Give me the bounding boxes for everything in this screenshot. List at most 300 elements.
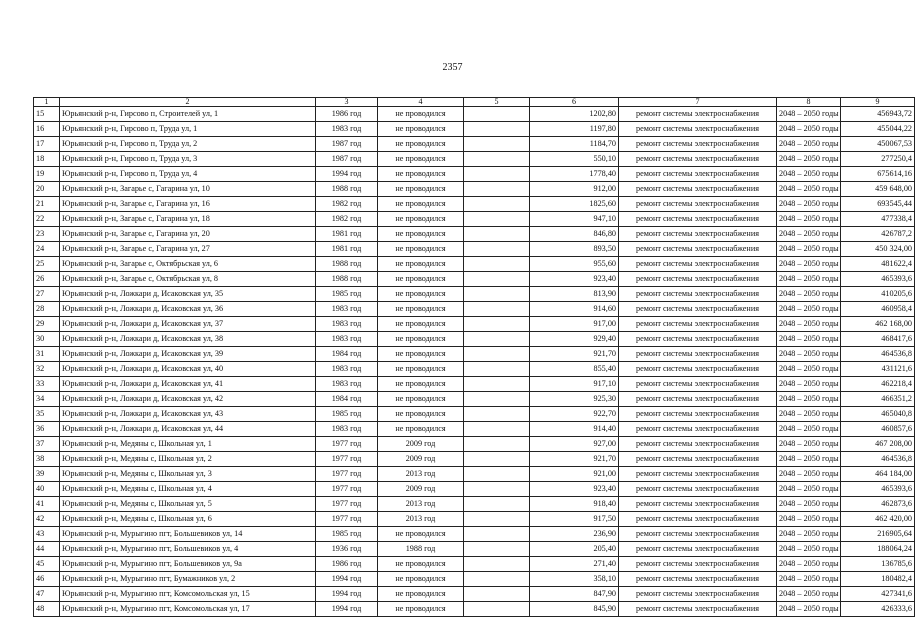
table-cell: 1977 год (316, 497, 378, 512)
table-cell: 2048 – 2050 годы (777, 332, 841, 347)
table-cell: ремонт системы электроснабжения (619, 407, 777, 422)
table-row (34, 497, 915, 512)
table-row (34, 107, 915, 122)
table-cell: 460958,4 (841, 302, 915, 317)
table-cell: Юрьянский р-н, Ложкари д, Исаковская ул, 38 (60, 332, 316, 347)
table-cell: не проводился (378, 332, 464, 347)
table-cell: не проводился (378, 587, 464, 602)
table-cell: 1977 год (316, 467, 378, 482)
table-cell: 40 (34, 482, 60, 497)
table-cell: 2013 год (378, 497, 464, 512)
table-cell: 48 (34, 602, 60, 617)
table-cell: ремонт системы электроснабжения (619, 347, 777, 362)
table-cell: 1977 год (316, 482, 378, 497)
table-cell: 1986 год (316, 107, 378, 122)
table-cell: 464 184,00 (841, 467, 915, 482)
table-cell: 2048 – 2050 годы (777, 362, 841, 377)
table-cell: 1202,80 (530, 107, 619, 122)
table-cell: ремонт системы электроснабжения (619, 362, 777, 377)
table-cell: ремонт системы электроснабжения (619, 317, 777, 332)
table-cell (464, 527, 530, 542)
table-cell (464, 482, 530, 497)
table-cell: 21 (34, 197, 60, 212)
table-cell: 462873,6 (841, 497, 915, 512)
table-cell: 2048 – 2050 годы (777, 287, 841, 302)
table-cell: 2048 – 2050 годы (777, 527, 841, 542)
table-header (34, 98, 915, 107)
table-cell: 2048 – 2050 годы (777, 227, 841, 242)
table-cell: 465393,6 (841, 272, 915, 287)
table-cell: не проводился (378, 302, 464, 317)
table-cell: 2048 – 2050 годы (777, 407, 841, 422)
table-cell: 2048 – 2050 годы (777, 602, 841, 617)
table-cell (464, 152, 530, 167)
table-row (34, 542, 915, 557)
table-cell: ремонт системы электроснабжения (619, 257, 777, 272)
table-cell: ремонт системы электроснабжения (619, 587, 777, 602)
table-cell: 25 (34, 257, 60, 272)
table-row (34, 572, 915, 587)
table-cell: Юрьянский р-н, Ложкари д, Исаковская ул, 39 (60, 347, 316, 362)
table-cell: 44 (34, 542, 60, 557)
table-cell: 42 (34, 512, 60, 527)
table-cell: 455044,22 (841, 122, 915, 137)
table-row (34, 212, 915, 227)
table-cell: 15 (34, 107, 60, 122)
table-cell: 2048 – 2050 годы (777, 212, 841, 227)
table-cell: не проводился (378, 377, 464, 392)
table-row (34, 197, 915, 212)
table-cell: 465393,6 (841, 482, 915, 497)
table-cell: Юрьянский р-н, Гирсово п, Труда ул, 1 (60, 122, 316, 137)
table-row (34, 422, 915, 437)
table-cell: 2048 – 2050 годы (777, 107, 841, 122)
table-cell (464, 272, 530, 287)
table-cell: 468417,6 (841, 332, 915, 347)
table-cell: 1988 год (316, 272, 378, 287)
table-cell: 1985 год (316, 527, 378, 542)
table-cell (464, 512, 530, 527)
table-cell: Юрьянский р-н, Мурыгино пгт, Большевиков ул, 9а (60, 557, 316, 572)
table-cell (464, 422, 530, 437)
table-cell: 1983 год (316, 317, 378, 332)
table-cell: 1197,80 (530, 122, 619, 137)
table-cell (464, 392, 530, 407)
table-cell: 32 (34, 362, 60, 377)
table-cell: 1977 год (316, 512, 378, 527)
table-cell: 1983 год (316, 302, 378, 317)
table-cell: 2048 – 2050 годы (777, 377, 841, 392)
page-number: 2357 (442, 62, 463, 73)
table-cell: 813,90 (530, 287, 619, 302)
table-cell: ремонт системы электроснабжения (619, 122, 777, 137)
table-cell: Юрьянский р-н, Загарье с, Гагарина ул, 18 (60, 212, 316, 227)
table-cell: ремонт системы электроснабжения (619, 557, 777, 572)
table-cell: 2048 – 2050 годы (777, 437, 841, 452)
table-cell: 1983 год (316, 362, 378, 377)
table-cell: 459 648,00 (841, 182, 915, 197)
table-cell: 236,90 (530, 527, 619, 542)
table-cell: ремонт системы электроснабжения (619, 527, 777, 542)
table-cell: 2048 – 2050 годы (777, 557, 841, 572)
table-cell: 277250,4 (841, 152, 915, 167)
table-row (34, 437, 915, 452)
table-cell: 893,50 (530, 242, 619, 257)
table-cell: 2009 год (378, 482, 464, 497)
table-cell: 18 (34, 152, 60, 167)
table-cell: ремонт системы электроснабжения (619, 542, 777, 557)
table-cell: 1994 год (316, 572, 378, 587)
table-cell: 2048 – 2050 годы (777, 137, 841, 152)
table-row (34, 407, 915, 422)
column-header-4: 4 (378, 98, 464, 107)
table-row (34, 512, 915, 527)
table-cell: 1994 год (316, 587, 378, 602)
table-cell (464, 137, 530, 152)
table-cell: Юрьянский р-н, Медяны с, Школьная ул, 3 (60, 467, 316, 482)
table-cell: 2048 – 2050 годы (777, 302, 841, 317)
table-cell: 2048 – 2050 годы (777, 242, 841, 257)
table-cell: 2048 – 2050 годы (777, 152, 841, 167)
table-cell: 918,40 (530, 497, 619, 512)
table-row (34, 152, 915, 167)
table-cell: Юрьянский р-н, Ложкари д, Исаковская ул, 35 (60, 287, 316, 302)
table-cell: Юрьянский р-н, Гирсово п, Труда ул, 3 (60, 152, 316, 167)
table-cell: не проводился (378, 557, 464, 572)
table-cell: 1986 год (316, 557, 378, 572)
table-cell (464, 107, 530, 122)
table-cell: Юрьянский р-н, Ложкари д, Исаковская ул, 42 (60, 392, 316, 407)
table-cell: 39 (34, 467, 60, 482)
table-row (34, 527, 915, 542)
column-header-7: 7 (619, 98, 777, 107)
table-cell: ремонт системы электроснабжения (619, 452, 777, 467)
table-cell: 693545,44 (841, 197, 915, 212)
table-cell: 855,40 (530, 362, 619, 377)
table-cell: ремонт системы электроснабжения (619, 182, 777, 197)
table-cell: ремонт системы электроснабжения (619, 482, 777, 497)
table-cell: 923,40 (530, 482, 619, 497)
table-cell: 2048 – 2050 годы (777, 422, 841, 437)
table-cell: не проводился (378, 272, 464, 287)
table-row (34, 287, 915, 302)
table-cell: 2048 – 2050 годы (777, 122, 841, 137)
table-cell: 45 (34, 557, 60, 572)
table-cell: 1981 год (316, 227, 378, 242)
table-cell: 2048 – 2050 годы (777, 512, 841, 527)
table-cell (464, 332, 530, 347)
table-cell: 550,10 (530, 152, 619, 167)
table-cell: Юрьянский р-н, Ложкари д, Исаковская ул, 40 (60, 362, 316, 377)
table-row (34, 332, 915, 347)
table-cell: ремонт системы электроснабжения (619, 572, 777, 587)
column-header-2: 2 (60, 98, 316, 107)
table-cell: не проводился (378, 527, 464, 542)
table-cell (464, 572, 530, 587)
table-cell: 1994 год (316, 602, 378, 617)
table-cell: 2048 – 2050 годы (777, 272, 841, 287)
table-cell: 2048 – 2050 годы (777, 587, 841, 602)
table-cell: Юрьянский р-н, Загарье с, Гагарина ул, 20 (60, 227, 316, 242)
table-row (34, 557, 915, 572)
table-cell: 2013 год (378, 512, 464, 527)
column-header-8: 8 (777, 98, 841, 107)
table-cell (464, 242, 530, 257)
table-cell: Юрьянский р-н, Ложкари д, Исаковская ул, 36 (60, 302, 316, 317)
table-cell: Юрьянский р-н, Загарье с, Октябрьская ул, 8 (60, 272, 316, 287)
table-cell: 30 (34, 332, 60, 347)
table-cell: ремонт системы электроснабжения (619, 167, 777, 182)
table-cell: 1984 год (316, 347, 378, 362)
table-cell: Юрьянский р-н, Ложкари д, Исаковская ул, 43 (60, 407, 316, 422)
table-cell: не проводился (378, 602, 464, 617)
table-cell: 47 (34, 587, 60, 602)
table-cell: 2048 – 2050 годы (777, 482, 841, 497)
table-cell: 462 168,00 (841, 317, 915, 332)
table-row (34, 302, 915, 317)
table-cell: 845,90 (530, 602, 619, 617)
table-cell: не проводился (378, 212, 464, 227)
table-cell (464, 122, 530, 137)
table-cell: 1988 год (316, 182, 378, 197)
table-row (34, 452, 915, 467)
table-cell: 136785,6 (841, 557, 915, 572)
table-cell: ремонт системы электроснабжения (619, 332, 777, 347)
table-cell: 464536,8 (841, 347, 915, 362)
table-cell: 1977 год (316, 437, 378, 452)
table-cell: 477338,4 (841, 212, 915, 227)
table-cell: 955,60 (530, 257, 619, 272)
table-cell: ремонт системы электроснабжения (619, 137, 777, 152)
table-cell: ремонт системы электроснабжения (619, 302, 777, 317)
column-header-3: 3 (316, 98, 378, 107)
table-cell: 1985 год (316, 407, 378, 422)
table-cell (464, 182, 530, 197)
table-cell: ремонт системы электроснабжения (619, 227, 777, 242)
table-cell: 1983 год (316, 422, 378, 437)
table-cell: 29 (34, 317, 60, 332)
table-cell: 917,00 (530, 317, 619, 332)
table-cell: 1987 год (316, 152, 378, 167)
table-cell: не проводился (378, 227, 464, 242)
table-cell: 205,40 (530, 542, 619, 557)
table-cell: 925,30 (530, 392, 619, 407)
table-cell: Юрьянский р-н, Мурыгино пгт, Большевиков ул, 14 (60, 527, 316, 542)
table-cell: 2009 год (378, 437, 464, 452)
table-cell: 927,00 (530, 437, 619, 452)
table-cell: 1988 год (378, 542, 464, 557)
table-row (34, 227, 915, 242)
table-cell: не проводился (378, 137, 464, 152)
table-cell: 426333,6 (841, 602, 915, 617)
table-cell: 24 (34, 242, 60, 257)
table-cell: 2048 – 2050 годы (777, 467, 841, 482)
table-row (34, 122, 915, 137)
table-cell: 26 (34, 272, 60, 287)
table-cell: 2048 – 2050 годы (777, 452, 841, 467)
table-row (34, 182, 915, 197)
table-cell: 1985 год (316, 287, 378, 302)
table-cell: не проводился (378, 242, 464, 257)
table-cell: 180482,4 (841, 572, 915, 587)
table-cell: 2048 – 2050 годы (777, 572, 841, 587)
table-cell: ремонт системы электроснабжения (619, 287, 777, 302)
table-cell: 19 (34, 167, 60, 182)
table-cell: Юрьянский р-н, Медяны с, Школьная ул, 1 (60, 437, 316, 452)
table-cell: 481622,4 (841, 257, 915, 272)
table-cell: 1983 год (316, 122, 378, 137)
table-cell: 43 (34, 527, 60, 542)
table-cell: 922,70 (530, 407, 619, 422)
table-cell: 46 (34, 572, 60, 587)
table-cell: ремонт системы электроснабжения (619, 422, 777, 437)
table-cell: Юрьянский р-н, Ложкари д, Исаковская ул, 37 (60, 317, 316, 332)
table-cell: 914,60 (530, 302, 619, 317)
table-cell: не проводился (378, 152, 464, 167)
table-cell (464, 542, 530, 557)
table-cell: ремонт системы электроснабжения (619, 437, 777, 452)
table-body (34, 107, 915, 617)
table-cell: Юрьянский р-н, Медяны с, Школьная ул, 2 (60, 452, 316, 467)
table-cell: 31 (34, 347, 60, 362)
table-cell: 1778,40 (530, 167, 619, 182)
table-cell: 1983 год (316, 332, 378, 347)
table-cell (464, 197, 530, 212)
table-cell (464, 362, 530, 377)
table-cell (464, 452, 530, 467)
table-row (34, 602, 915, 617)
table-cell: 1825,60 (530, 197, 619, 212)
table-cell: 271,40 (530, 557, 619, 572)
table-cell: 466351,2 (841, 392, 915, 407)
table-cell: Юрьянский р-н, Ложкари д, Исаковская ул, 44 (60, 422, 316, 437)
table-cell: 2013 год (378, 467, 464, 482)
table-cell: Юрьянский р-н, Загарье с, Гагарина ул, 16 (60, 197, 316, 212)
table-cell (464, 557, 530, 572)
table-cell (464, 212, 530, 227)
table-cell: ремонт системы электроснабжения (619, 602, 777, 617)
table-row (34, 362, 915, 377)
table-cell: 23 (34, 227, 60, 242)
header-row (34, 98, 915, 107)
table-cell: 1981 год (316, 242, 378, 257)
table-cell: 460857,6 (841, 422, 915, 437)
table-cell: Юрьянский р-н, Гирсово п, Труда ул, 4 (60, 167, 316, 182)
table-row (34, 482, 915, 497)
table-cell: Юрьянский р-н, Мурыгино пгт, Бумажников ул, 2 (60, 572, 316, 587)
table-cell: 467 208,00 (841, 437, 915, 452)
table-cell: Юрьянский р-н, Мурыгино пгт, Большевиков ул, 4 (60, 542, 316, 557)
table-cell: ремонт системы электроснабжения (619, 107, 777, 122)
table-cell: 41 (34, 497, 60, 512)
table-cell: не проводился (378, 347, 464, 362)
table-cell: 1184,70 (530, 137, 619, 152)
table-cell: не проводился (378, 182, 464, 197)
table-cell: 2048 – 2050 годы (777, 392, 841, 407)
table-cell: ремонт системы электроснабжения (619, 497, 777, 512)
table-cell (464, 227, 530, 242)
table-cell (464, 602, 530, 617)
table-cell: 947,10 (530, 212, 619, 227)
table-cell (464, 317, 530, 332)
table-cell: 36 (34, 422, 60, 437)
table-cell: Юрьянский р-н, Гирсово п, Строителей ул, 1 (60, 107, 316, 122)
column-header-6: 6 (530, 98, 619, 107)
table-cell: 450 324,00 (841, 242, 915, 257)
table-cell (464, 377, 530, 392)
column-header-5: 5 (464, 98, 530, 107)
table-cell: Юрьянский р-н, Ложкари д, Исаковская ул, 41 (60, 377, 316, 392)
table-cell: 1984 год (316, 392, 378, 407)
table-row (34, 392, 915, 407)
table-cell: ремонт системы электроснабжения (619, 212, 777, 227)
column-header-1: 1 (34, 98, 60, 107)
table-cell: 2048 – 2050 годы (777, 347, 841, 362)
table-cell: 462 420,00 (841, 512, 915, 527)
table-cell: 2009 год (378, 452, 464, 467)
table-cell: Юрьянский р-н, Загарье с, Октябрьская ул, 6 (60, 257, 316, 272)
table-cell: 35 (34, 407, 60, 422)
table-row (34, 317, 915, 332)
table-cell: 1936 год (316, 542, 378, 557)
table-cell: 1994 год (316, 167, 378, 182)
table-cell (464, 347, 530, 362)
table-cell: 216905,64 (841, 527, 915, 542)
table-cell: 917,10 (530, 377, 619, 392)
table-cell: ремонт системы электроснабжения (619, 272, 777, 287)
table-cell: 2048 – 2050 годы (777, 197, 841, 212)
repair-schedule-table (33, 97, 915, 617)
table-cell: 27 (34, 287, 60, 302)
table-cell: 450067,53 (841, 137, 915, 152)
table-cell: Юрьянский р-н, Гирсово п, Труда ул, 2 (60, 137, 316, 152)
table-cell: 431121,6 (841, 362, 915, 377)
table-cell: 921,70 (530, 452, 619, 467)
table-cell: 1977 год (316, 452, 378, 467)
table-cell: не проводился (378, 362, 464, 377)
table-cell: ремонт системы электроснабжения (619, 197, 777, 212)
table-cell: ремонт системы электроснабжения (619, 512, 777, 527)
table-cell: 2048 – 2050 годы (777, 257, 841, 272)
table-cell: Юрьянский р-н, Мурыгино пгт, Комсомольская ул, 17 (60, 602, 316, 617)
table-cell: не проводился (378, 392, 464, 407)
table-cell: 1982 год (316, 212, 378, 227)
table-cell: ремонт системы электроснабжения (619, 392, 777, 407)
table-cell: Юрьянский р-н, Медяны с, Школьная ул, 4 (60, 482, 316, 497)
table-cell: не проводился (378, 287, 464, 302)
table-cell: 38 (34, 452, 60, 467)
table-cell: 2048 – 2050 годы (777, 497, 841, 512)
table-cell: не проводился (378, 257, 464, 272)
table-row (34, 137, 915, 152)
table-cell: 16 (34, 122, 60, 137)
table-cell: 426787,2 (841, 227, 915, 242)
table-cell: не проводился (378, 407, 464, 422)
table-cell (464, 167, 530, 182)
column-header-9: 9 (841, 98, 915, 107)
table-cell: 358,10 (530, 572, 619, 587)
table-cell: 921,70 (530, 347, 619, 362)
table-cell: 465040,8 (841, 407, 915, 422)
table-cell (464, 302, 530, 317)
table-cell: не проводился (378, 317, 464, 332)
table-cell: 188064,24 (841, 542, 915, 557)
table-cell: Юрьянский р-н, Медяны с, Школьная ул, 5 (60, 497, 316, 512)
table-cell: 410205,6 (841, 287, 915, 302)
table-cell (464, 497, 530, 512)
table-cell: 2048 – 2050 годы (777, 542, 841, 557)
table-row (34, 467, 915, 482)
